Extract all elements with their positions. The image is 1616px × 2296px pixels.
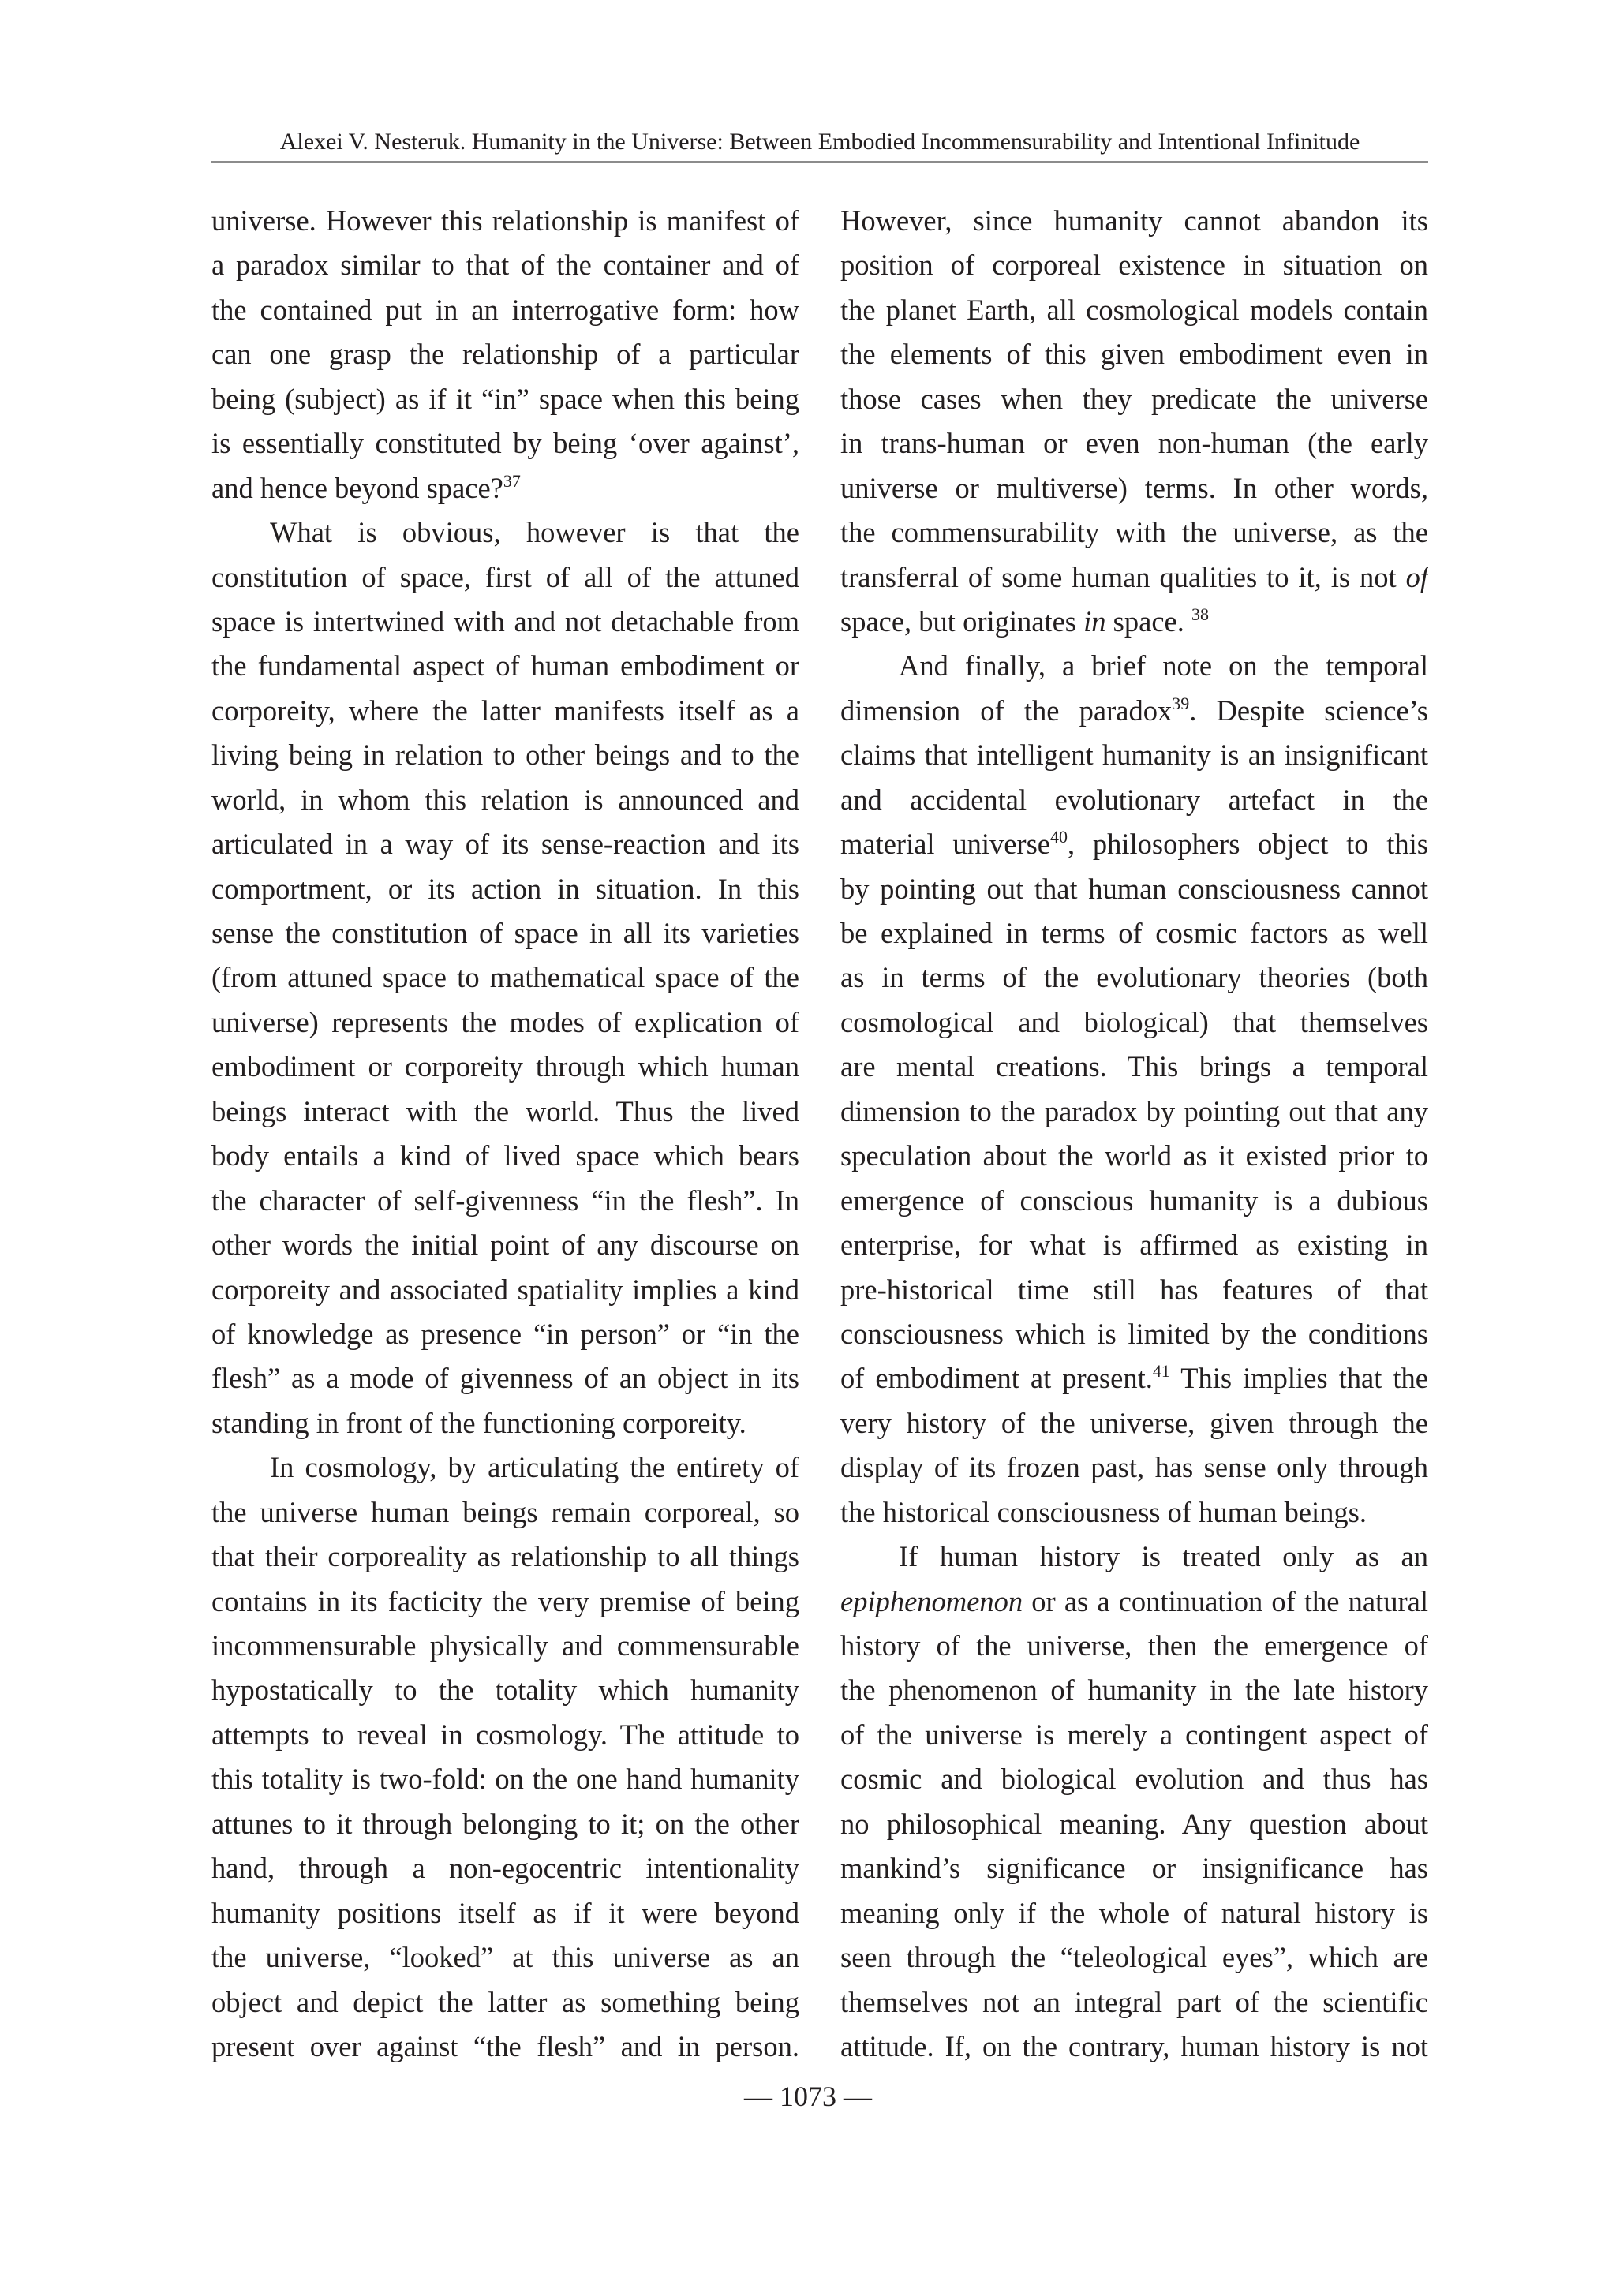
running-header: Alexei V. Nesteruk. Humanity in the Universe: Between Embodied Incommensurability and Intentional Infinitude: [279, 129, 1360, 155]
text-line: [211, 1980, 799, 2025]
text-line: [840, 1000, 1428, 1045]
text-line: [840, 510, 1428, 555]
text-line: [211, 1090, 799, 1134]
line-text: And finally, a brief note on the temporal: [899, 649, 1428, 682]
line-text: contains in its facticity the very premise of being: [211, 1584, 799, 1617]
line-text: embodiment or corporeity through which human: [211, 1050, 799, 1083]
line-text: cosmological and biological) that themselves: [840, 1005, 1428, 1038]
text-line: [840, 867, 1428, 911]
line-text: emergence of conscious humanity is a dubious: [840, 1184, 1428, 1217]
text-line: [211, 1935, 799, 1980]
text-line: [211, 1713, 799, 1757]
text-line: [211, 955, 799, 1000]
text-line: [211, 1356, 799, 1400]
text-line: [211, 466, 799, 510]
text-line: [840, 555, 1428, 600]
line-text: is essentially constituted by being ‘over against’,: [211, 427, 799, 460]
text-line: [840, 822, 1428, 866]
text-line: [211, 1179, 799, 1223]
line-text: a paradox similar to that of the container and of: [211, 249, 799, 282]
line-text: in trans-human or even non-human (the early: [840, 427, 1428, 460]
line-text: of knowledge as presence “in person” or “in the: [211, 1317, 799, 1350]
text-line: [211, 1891, 799, 1935]
text-line: [840, 911, 1428, 955]
text-line: [211, 1757, 799, 1801]
text-line: [840, 1401, 1428, 1445]
text-line: [840, 2025, 1428, 2069]
line-text: other words the initial point of any discourse on: [211, 1228, 799, 1262]
line-text: sense the constitution of space in all its varieties: [211, 917, 799, 949]
line-text: present over against “the flesh” and in person.: [211, 2029, 799, 2062]
text-line: [840, 1935, 1428, 1980]
line-text: What is obvious, however is that the: [270, 516, 799, 549]
text-line: [840, 1268, 1428, 1312]
text-line: [211, 1312, 799, 1356]
line-text: space is intertwined with and not detachable from: [211, 604, 799, 638]
line-text: the contained put in an interrogative form: how: [211, 293, 799, 326]
line-text: beings interact with the world. Thus the lived: [211, 1094, 799, 1127]
line-text: the historical consciousness of human beings.: [840, 1495, 1367, 1528]
line-text: the planet Earth, all cosmological models contain: [840, 293, 1428, 326]
text-line: [211, 2025, 799, 2069]
line-text: of the universe is merely a contingent aspect of: [840, 1718, 1428, 1751]
text-line: [211, 1490, 799, 1535]
italic-term: in: [1083, 604, 1106, 638]
text-line: [840, 689, 1428, 733]
text-line: [840, 600, 1428, 644]
text-line: [211, 1624, 799, 1668]
line-text: universe or multiverse) terms. In other words,: [840, 471, 1428, 504]
text-line: [840, 1045, 1428, 1089]
line-text: world, in whom this relation is announced and: [211, 783, 799, 816]
header-rule: [211, 161, 1428, 163]
text-line: [840, 1090, 1428, 1134]
line-text: very history of the universe, given through the: [840, 1406, 1428, 1439]
text-line: [840, 332, 1428, 376]
line-text: the elements of this given embodiment even in: [840, 338, 1428, 371]
text-line: [840, 377, 1428, 421]
footnote-reference: 38: [1191, 604, 1209, 624]
text-line: [840, 288, 1428, 332]
line-text: the universe human beings remain corporeal, so: [211, 1495, 799, 1528]
line-text: the phenomenon of humanity in the late history: [840, 1673, 1428, 1707]
line-text: being (subject) as if it “in” space when this being: [211, 382, 799, 415]
line-text: , philosophers object to this: [1067, 828, 1428, 861]
text-line: [211, 1802, 799, 1846]
line-text: those cases when they predicate the universe: [840, 382, 1428, 415]
text-line: [211, 243, 799, 287]
text-line: [840, 1757, 1428, 1801]
line-text: object and depict the latter as something being: [211, 1985, 799, 2018]
text-line: [840, 1223, 1428, 1267]
line-text: dimension of the paradox: [840, 694, 1173, 727]
line-text: can one grasp the relationship of a particular: [211, 338, 799, 371]
line-text: If human history is treated only as an: [899, 1540, 1428, 1573]
text-line: [211, 1846, 799, 1890]
text-line: [211, 1268, 799, 1312]
text-line: [840, 955, 1428, 1000]
text-line: [840, 1846, 1428, 1890]
line-text: transferral of some human qualities to it, is not: [840, 560, 1406, 593]
text-line: [211, 1535, 799, 1579]
line-text: In cosmology, by articulating the entirety of: [270, 1451, 799, 1484]
line-text: living being in relation to other beings and to the: [211, 739, 799, 772]
line-text: hypostatically to the totality which humanity: [211, 1673, 799, 1707]
line-text: the character of self-givenness “in the flesh”. In: [211, 1184, 799, 1217]
line-text: claims that intelligent humanity is an insignificant: [840, 739, 1428, 772]
line-text: dimension to the paradox by pointing out that any: [840, 1094, 1428, 1127]
line-text: attunes to it through belonging to it; on the other: [211, 1807, 799, 1840]
text-line: [840, 1891, 1428, 1935]
line-text: the universe, “looked” at this universe as an: [211, 1941, 799, 1974]
text-line: [840, 1980, 1428, 2025]
text-line: [840, 1356, 1428, 1400]
line-text: material universe: [840, 828, 1050, 861]
text-line: [840, 199, 1428, 243]
italic-term: of: [1405, 560, 1428, 593]
text-line: [840, 1179, 1428, 1223]
line-text: be explained in terms of cosmic factors as well: [840, 917, 1428, 949]
line-text: consciousness which is limited by the conditions: [840, 1317, 1428, 1350]
text-line: [211, 555, 799, 600]
line-text: body entails a kind of lived space which bears: [211, 1139, 799, 1172]
line-text: speculation about the world as it existed prior to: [840, 1139, 1428, 1172]
line-text: are mental creations. This brings a temporal: [840, 1050, 1428, 1083]
line-text: the fundamental aspect of human embodiment or: [211, 649, 799, 682]
text-line: [211, 199, 799, 243]
line-text: display of its frozen past, has sense only through: [840, 1451, 1428, 1484]
text-line: [211, 1000, 799, 1045]
text-line: [211, 421, 799, 466]
line-text: and hence beyond space?: [211, 471, 503, 504]
line-text: pre-historical time still has features of that: [840, 1273, 1428, 1306]
text-line: [211, 600, 799, 644]
line-text: that their corporeality as relationship to all things: [211, 1540, 799, 1573]
text-line: [211, 1445, 799, 1490]
text-line: [840, 1490, 1428, 1535]
line-text: universe) represents the modes of explication of: [211, 1005, 799, 1038]
line-text: this totality is two-fold: on the one hand humanity: [211, 1763, 799, 1796]
line-text: meaning only if the whole of natural history is: [840, 1896, 1428, 1929]
line-text: mankind’s significance or insignificance has: [840, 1852, 1428, 1885]
line-text: history of the universe, then the emergence of: [840, 1629, 1428, 1662]
text-column-right: [840, 199, 1428, 2077]
line-text: enterprise, for what is affirmed as existing in: [840, 1228, 1428, 1262]
line-text: standing in front of the functioning corporeity.: [211, 1406, 746, 1439]
text-line: [840, 1668, 1428, 1712]
line-text: of embodiment at present.: [840, 1362, 1153, 1395]
text-line: [840, 644, 1428, 688]
line-text: flesh” as a mode of givenness of an object in its: [211, 1362, 799, 1395]
text-line: [840, 1312, 1428, 1356]
text-line: [840, 1580, 1428, 1624]
text-line: [840, 1802, 1428, 1846]
text-line: [211, 288, 799, 332]
line-text: comportment, or its action in situation. In this: [211, 872, 799, 905]
text-line: [211, 911, 799, 955]
footnote-reference: 40: [1049, 827, 1068, 847]
line-text: humanity positions itself as if it were beyond: [211, 1896, 799, 1929]
line-text: themselves not an integral part of the scientific: [840, 1985, 1428, 2018]
text-line: [211, 332, 799, 376]
line-text: corporeity, where the latter manifests itself as a: [211, 694, 799, 727]
text-line: [211, 1668, 799, 1712]
line-text: However, since humanity cannot abandon its: [840, 204, 1428, 237]
text-column-left: [211, 199, 799, 2077]
line-text: by pointing out that human consciousness cannot: [840, 872, 1428, 905]
line-text: as in terms of the evolutionary theories (both: [840, 961, 1428, 994]
line-text: position of corporeal existence in situation on: [840, 249, 1428, 282]
line-text: cosmic and biological evolution and thus has: [840, 1763, 1428, 1796]
line-text: the commensurability with the universe, as the: [840, 516, 1428, 549]
line-text: . Despite science’s: [1189, 694, 1428, 727]
italic-term: epiphenomenon: [840, 1584, 1023, 1617]
text-line: [840, 1134, 1428, 1178]
line-text: This implies that the: [1169, 1362, 1428, 1395]
line-text: or as a continuation of the natural: [1023, 1584, 1428, 1617]
text-line: [840, 466, 1428, 510]
line-text: seen through the “teleological eyes”, which are: [840, 1941, 1428, 1974]
line-text: space, but originates: [840, 604, 1084, 638]
line-text: (from attuned space to mathematical space of the: [211, 961, 799, 994]
text-line: [211, 1580, 799, 1624]
line-text: incommensurable physically and commensurable: [211, 1629, 799, 1662]
text-line: [211, 510, 799, 555]
text-line: [211, 644, 799, 688]
line-text: hand, through a non-egocentric intentionality: [211, 1852, 799, 1885]
text-line: [840, 1624, 1428, 1668]
page-number: — 1073 —: [744, 2081, 872, 2112]
line-text: corporeity and associated spatiality implies a kind: [211, 1273, 799, 1306]
line-text: space.: [1105, 604, 1191, 638]
text-line: [211, 689, 799, 733]
text-line: [211, 1134, 799, 1178]
text-line: [211, 1223, 799, 1267]
text-line: [840, 733, 1428, 777]
footnote-reference: 41: [1152, 1361, 1170, 1382]
footnote-reference: 37: [503, 470, 521, 491]
text-line: [840, 1535, 1428, 1579]
text-line: [211, 778, 799, 822]
line-text: attempts to reveal in cosmology. The attitude to: [211, 1718, 799, 1751]
text-line: [211, 377, 799, 421]
line-text: constitution of space, first of all of the attuned: [211, 560, 799, 593]
text-line: [211, 822, 799, 866]
text-line: [211, 1045, 799, 1089]
text-line: [840, 778, 1428, 822]
text-line: [211, 1401, 799, 1445]
line-text: attitude. If, on the contrary, human history is not: [840, 2029, 1428, 2062]
line-text: and accidental evolutionary artefact in the: [840, 783, 1428, 816]
text-line: [211, 733, 799, 777]
text-line: [840, 1713, 1428, 1757]
line-text: articulated in a way of its sense-reaction and its: [211, 828, 799, 861]
footnote-reference: 39: [1172, 693, 1190, 713]
line-text: no philosophical meaning. Any question about: [840, 1807, 1428, 1840]
text-line: [840, 1445, 1428, 1490]
text-line: [211, 867, 799, 911]
line-text: universe. However this relationship is manifest of: [211, 204, 799, 237]
text-line: [840, 243, 1428, 287]
text-line: [840, 421, 1428, 466]
